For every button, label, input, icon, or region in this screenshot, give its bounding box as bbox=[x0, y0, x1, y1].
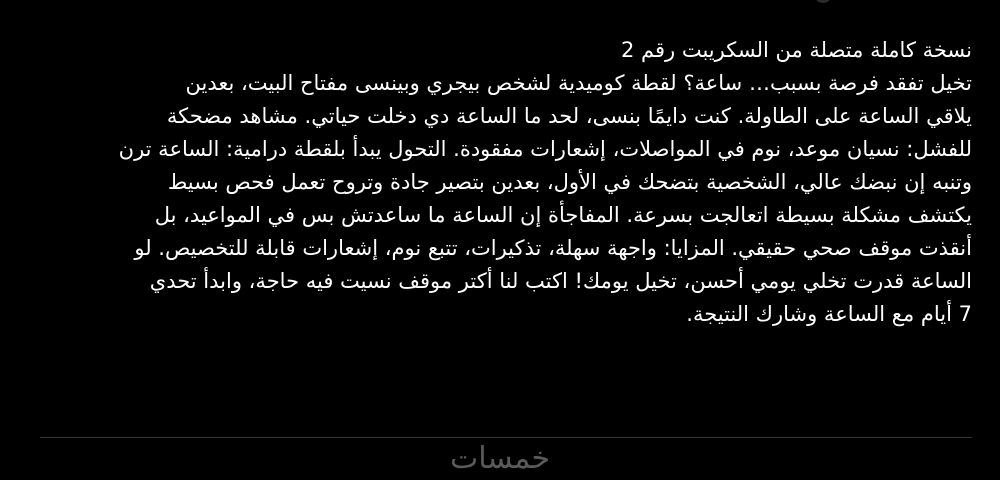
khamsat-logo: خمسات bbox=[449, 441, 551, 476]
message-body-line: أنقذت موقف صحي حقيقي. المزايا: واجهة سهلة، تذكيرات، تتبع نوم، إشعارات قابلة للتخصيص. لو bbox=[134, 236, 972, 260]
message-title: نسخة كاملة متصلة من السكريبت رقم 2 bbox=[620, 38, 972, 62]
message-body-line: الساعة قدرت تخلي يومي أحسن، تخيل يومك! اكتب لنا أكتر موقف نسيت فيه حاجة، وابدأ تحدي bbox=[149, 269, 972, 293]
footer-brand bbox=[0, 437, 1000, 480]
message-body-line: يلاقي الساعة على الطاولة. كنت دايمًا بنسى، لحد ما الساعة دي دخلت حياتي. مشاهد مضحكة bbox=[166, 104, 972, 128]
message-body-line: 7 أيام مع الساعة وشارك النتيجة. bbox=[686, 302, 972, 326]
message-body-line: يكتشف مشكلة بسيطة اتعالجت بسرعة. المفاجأة إن الساعة ما ساعدتش بس في المواعيد، بل bbox=[154, 203, 972, 227]
top-edge-shape bbox=[816, 0, 830, 3]
message-body-line: تخيل تفقد فرصة بسبب… ساعة؟ لقطة كوميدية لشخص بيجري وبينسى مفتاح البيت، بعدين bbox=[185, 71, 972, 95]
message-text-block bbox=[28, 34, 972, 331]
message-body-line: للفشل: نسيان موعد، نوم في المواصلات، إشعارات مفقودة. التحول يبدأ بلقطة درامية: الساعة ترن bbox=[118, 137, 972, 161]
message-body-line: وتنبه إن نبضك عالي، الشخصية بتضحك في الأول، بعدين بتصير جادة وتروح تعمل فحص بسيط bbox=[167, 170, 972, 194]
message-body bbox=[28, 67, 972, 331]
